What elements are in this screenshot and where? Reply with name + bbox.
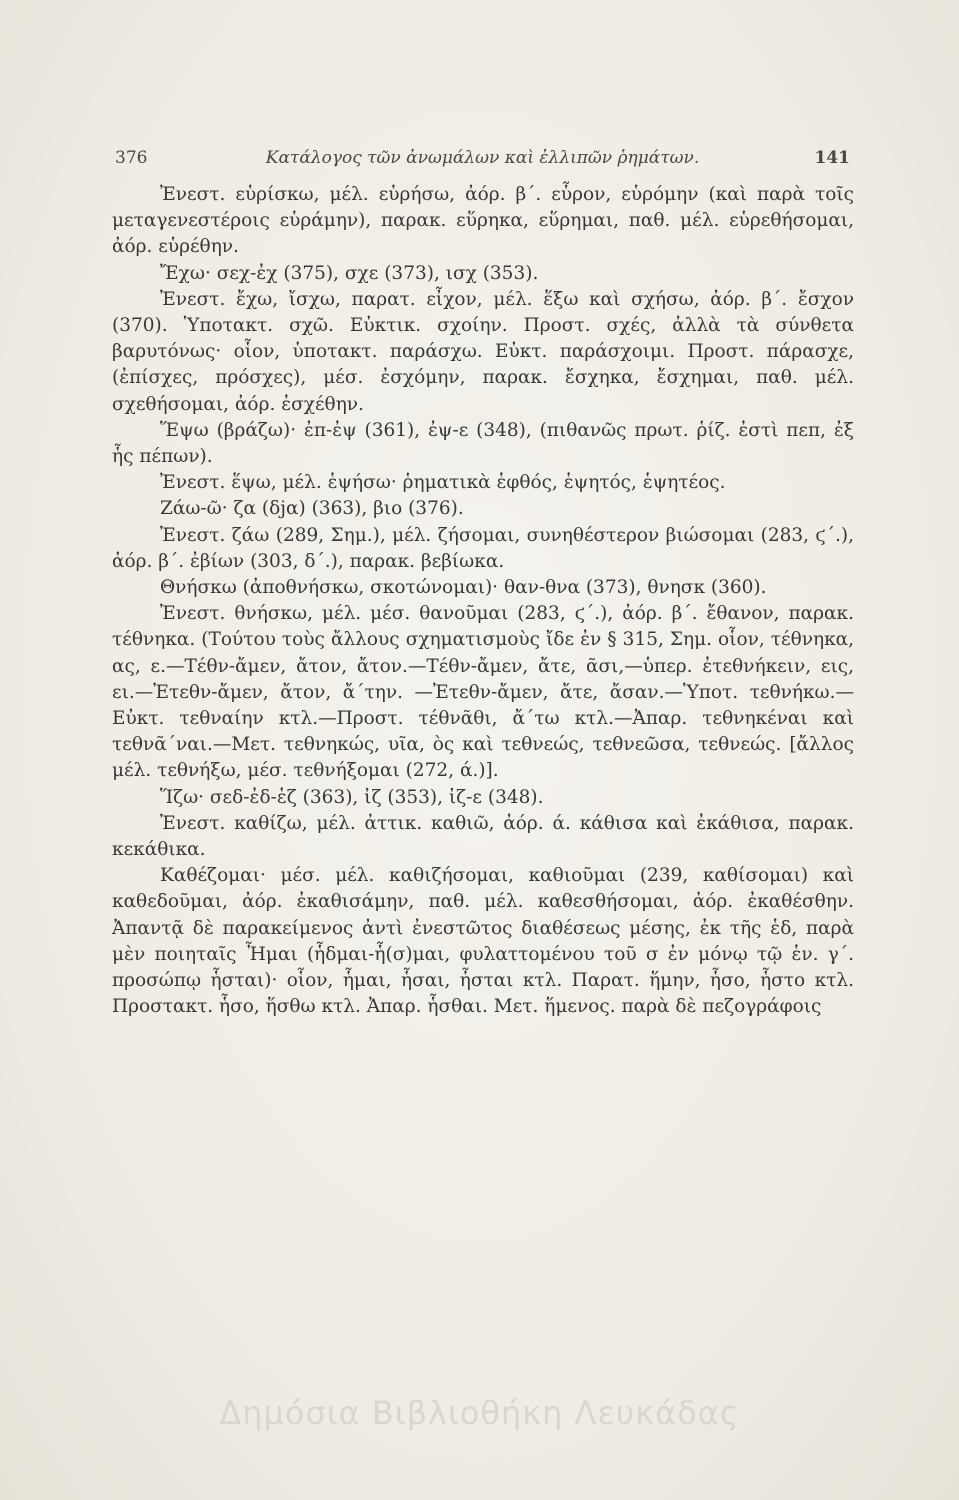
library-watermark: Δημόσια Βιβλιοθήκη Λευκάδας xyxy=(219,1394,740,1432)
paragraph: Ἐνεστ. ζάω (289, Σημ.), μέλ. ζήσομαι, συνηθέστερον βιώσομαι (283, ϛ΄.), ἀόρ. β΄. ἐβίων (303, δ΄.), παρακ. βεβίωκα. xyxy=(112,524,854,572)
paragraph: Ζάω-ῶ· ζα (δjα) (363), βιο (376). xyxy=(160,498,464,520)
running-title: Κατάλογος τῶν ἀνωμάλων καὶ ἐλλιπῶν ῥημάτων. xyxy=(265,148,700,168)
paragraph: Καθέζομαι· μέσ. μέλ. καθιζήσομαι, καθιοῦμαι (239, καθίσομαι) καὶ καθεδοῦμαι, ἀόρ. ἐκαθισάμην, παθ. μέλ. καθεσθήσομαι, ἀόρ. ἐκαθέσθην. Ἀπαντᾷ δὲ παρακείμενος ἀντὶ ἐνεστῶτος διαθέσεως μέσης, ἐκ τῆς ἑδ, παρὰ μὲν ποιηταῖς Ἧμαι (ἧδμαι-ἧ(σ)μαι, φυλαττομένου τοῦ σ ἐν μόνῳ τῷ ἑν. γ΄. προσώπῳ ἧσται)· οἷον, ἧμαι, ἧσαι, ἧσται κτλ. Παρατ. ἥμην, ἧσο, ἧστο κτλ. Προστακτ. ἧσο, ἥσθω κτλ. Ἀπαρ. ἧσθαι. Μετ. ἥμενος. παρὰ δὲ πεζογράφοις xyxy=(112,865,854,1018)
paragraph: Ἐνεστ. εὑρίσκω, μέλ. εὑρήσω, ἀόρ. β΄. εὗρον, εὑρόμην (καὶ παρὰ τοῖς μεταγενεστέροις εὑράμην), παρακ. εὕρηκα, εὕρημαι, παθ. μέλ. εὑρεθήσομαι, ἀόρ. εὑρέθην. xyxy=(112,184,854,258)
page-body xyxy=(112,182,854,1021)
running-header xyxy=(115,148,850,172)
section-number: 141 xyxy=(814,148,850,168)
paragraph: Ἵζω· σεδ-ἐδ-ἑζ (363), ἱζ (353), ἱζ-ε (348). xyxy=(160,786,544,808)
paragraph: Ἐνεστ. ἔχω, ἴσχω, παρατ. εἶχον, μέλ. ἕξω καὶ σχήσω, ἀόρ. β΄. ἔσχον (370). Ὑποτακτ. σχῶ. Εὐκτικ. σχοίην. Προστ. σχές, ἀλλὰ τὰ σύνθετα βαρυτόνως· οἷον, ὑποτακτ. παράσχω. Εὐκτ. παράσχοιμι. Προστ. πάρασχε, (ἐπίσχες, πρόσχες), μέσ. ἐσχόμην, παρακ. ἔσχηκα, ἔσχημαι, παθ. μέλ. σχεθήσομαι, ἀόρ. ἐσχέθην. xyxy=(112,288,854,415)
paragraph: Ἐνεστ. καθίζω, μέλ. ἀττικ. καθιῶ, ἀόρ. ά. κάθισα καὶ ἐκάθισα, παρακ. κεκάθικα. xyxy=(112,812,854,861)
paragraph: Ἐνεστ. θνήσκω, μέλ. μέσ. θανοῦμαι (283, ϛ΄.), ἀόρ. β΄. ἔθανον, παρακ. τέθνηκα. (Τούτου τοὺς ἄλλους σχηματισμοὺς ἴδε ἐν § 315, Σημ. οἷον, τέθνηκα, ας, ε.—Τέθν-ἄμεν, ἄτον, ἄτον.—Τέθν-ἄμεν, ἄτε, ᾶσι,—ὑπερ. ἐτεθνήκειν, εις, ει.—Ἐτεθν-ἄμεν, ἄτον, ἄ΄την. —Ἐτεθν-ἄμεν, ἄτε, ἄσαν.—Ὑποτ. τεθνήκω.—Εὐκτ. τεθναίην κτλ.—Προστ. τέθνᾶθι, ἄ΄τω κτλ.—Ἀπαρ. τεθνηκέναι καὶ τεθνᾶ΄ναι.—Μετ. τεθνηκώς, υῖα, ὸς καὶ τεθνεώς, τεθνεῶσα, τεθνεώς. [ἄλλος μέλ. τεθνήξω, μέσ. τεθνήξομαι (272, ά.)]. xyxy=(112,603,854,782)
paragraph: Ἐνεστ. ἕψω, μέλ. ἑψήσω· ῥηματικὰ ἑφθός, ἑψητός, ἑψητέος. xyxy=(160,472,726,494)
page-number: 376 xyxy=(115,148,148,168)
paragraph: Ἕψω (βράζω)· ἐπ-ἐψ (361), ἐψ-ε (348), (πιθανῶς πρωτ. ῥίζ. ἐστὶ πεπ, ἐξ ἧς πέπων). xyxy=(112,419,854,468)
paragraph: Θνήσκω (ἀποθνήσκω, σκοτώνομαι)· θαν-θνα (373), θνησκ (360). xyxy=(160,577,767,599)
paragraph: Ἔχω· σεχ-ἐχ (375), σχε (373), ισχ (353). xyxy=(160,262,539,284)
